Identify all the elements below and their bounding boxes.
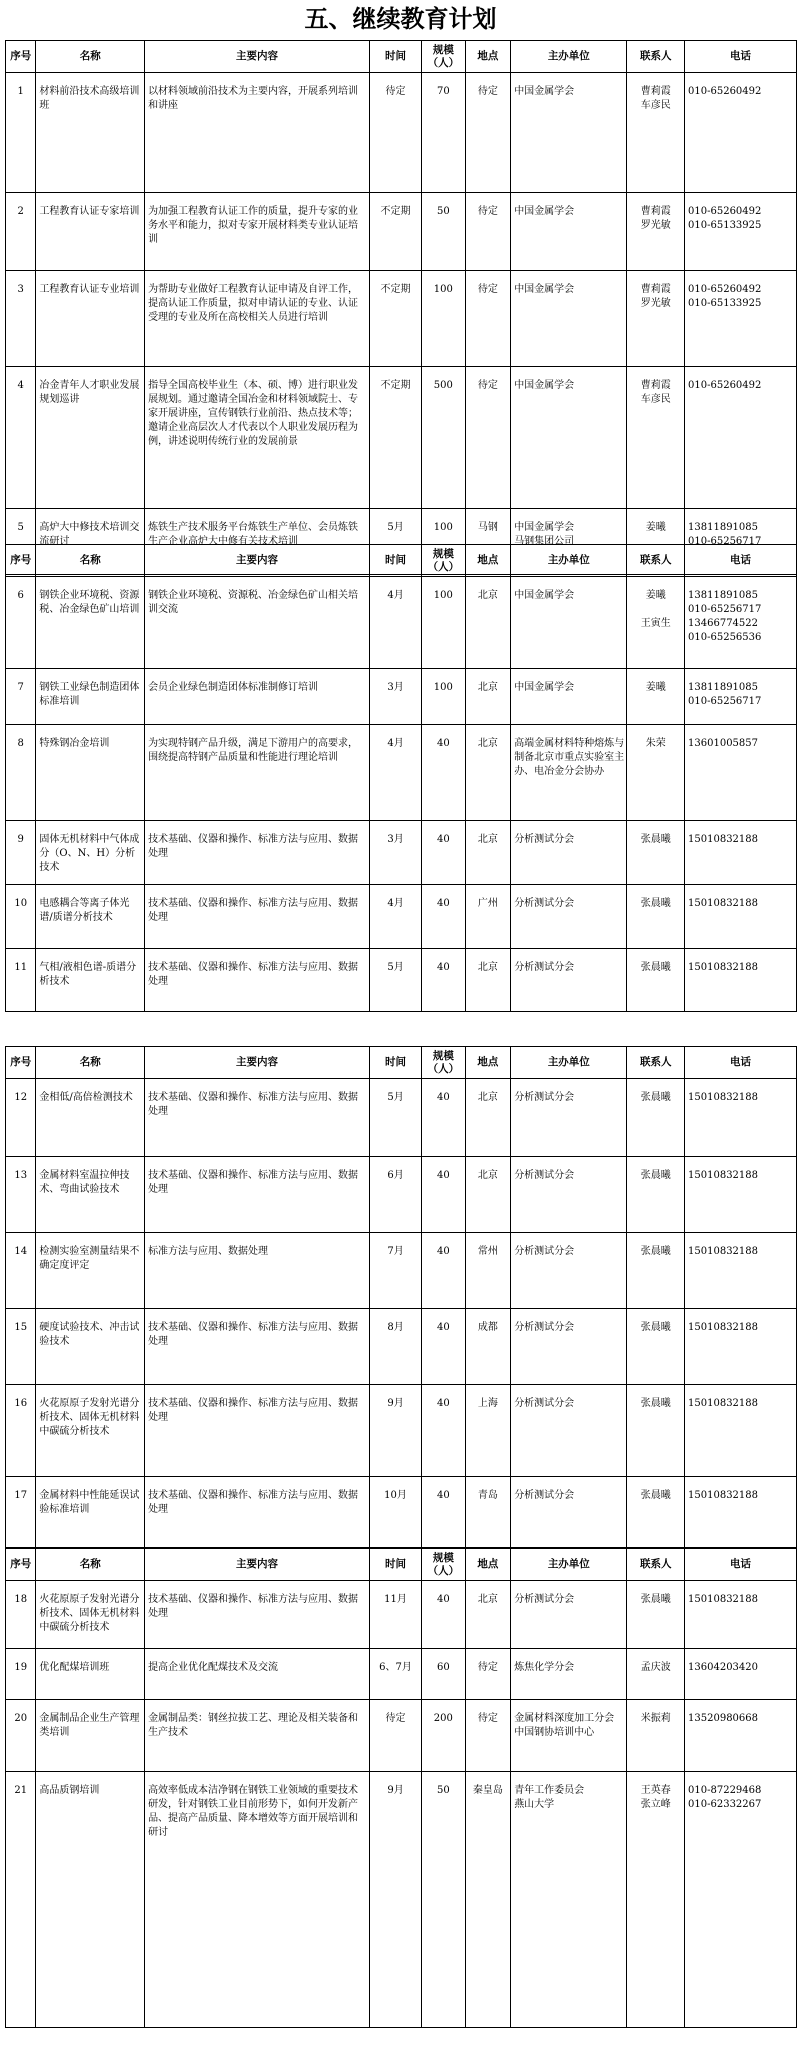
contact-person-cell: 张晨曦 bbox=[627, 1385, 685, 1477]
schedule-time-cell: 不定期 bbox=[369, 271, 421, 367]
location-cell: 待定 bbox=[465, 73, 511, 193]
course-name-cell: 特殊钢冶金培训 bbox=[36, 725, 145, 821]
scale-cell: 60 bbox=[422, 1649, 465, 1700]
phone-cell: 010-87229468 010-62332267 bbox=[685, 1772, 797, 2028]
contact-person-cell: 姜曦 bbox=[627, 669, 685, 725]
row-number-cell: 8 bbox=[6, 725, 36, 821]
phone-cell: 15010832188 bbox=[685, 1385, 797, 1477]
scale-cell: 500 bbox=[422, 367, 465, 509]
course-name-cell: 硬度试验技术、冲击试验技术 bbox=[36, 1309, 145, 1385]
course-name-cell: 优化配煤培训班 bbox=[36, 1649, 145, 1700]
table-row bbox=[6, 1772, 797, 2028]
scale-cell: 100 bbox=[422, 509, 465, 575]
organizer-cell: 中国金属学会 马钢集团公司 bbox=[511, 509, 627, 575]
scale-cell: 70 bbox=[422, 73, 465, 193]
phone-cell: 15010832188 bbox=[685, 1079, 797, 1157]
course-name-cell: 火花原原子发射光谱分析技术、固体无机材料中碳硫分析技术 bbox=[36, 1385, 145, 1477]
table-row bbox=[6, 271, 797, 367]
schedule-time-cell: 5月 bbox=[369, 1079, 421, 1157]
main-content-cell: 提高企业优化配煤技术及交流 bbox=[145, 1649, 370, 1700]
schedule-time-cell: 5月 bbox=[369, 509, 421, 575]
main-content-cell: 技术基础、仪器和操作、标准方法与应用、数据处理 bbox=[145, 949, 370, 1012]
schedule-time-cell: 待定 bbox=[369, 73, 421, 193]
column-header-organizer: 主办单位 bbox=[511, 1549, 627, 1581]
row-number-cell: 12 bbox=[6, 1079, 36, 1157]
row-number-cell: 5 bbox=[6, 509, 36, 575]
phone-cell: 13604203420 bbox=[685, 1649, 797, 1700]
main-content-cell: 技术基础、仪器和操作、标准方法与应用、数据处理 bbox=[145, 1079, 370, 1157]
organizer-cell: 分析测试分会 bbox=[511, 1309, 627, 1385]
table-row bbox=[6, 885, 797, 949]
main-content-cell: 技术基础、仪器和操作、标准方法与应用、数据处理 bbox=[145, 1157, 370, 1233]
main-content-cell: 为帮助专业做好工程教育认证申请及自评工作，提高认证工作质量，拟对申请认证的专业、认证受理的专业及所在高校相关人员进行培训 bbox=[145, 271, 370, 367]
main-content-cell: 标准方法与应用、数据处理 bbox=[145, 1233, 370, 1309]
phone-cell: 15010832188 bbox=[685, 1309, 797, 1385]
contact-person-cell: 张晨曦 bbox=[627, 1233, 685, 1309]
location-cell: 待定 bbox=[465, 271, 511, 367]
contact-person-cell: 孟庆波 bbox=[627, 1649, 685, 1700]
course-name-cell: 材料前沿技术高级培训班 bbox=[36, 73, 145, 193]
column-header-phone: 电话 bbox=[685, 545, 797, 577]
contact-person-cell: 姜曦 王寅生 bbox=[627, 577, 685, 669]
organizer-cell: 分析测试分会 bbox=[511, 949, 627, 1012]
column-header-organizer: 主办单位 bbox=[511, 1047, 627, 1079]
table-row bbox=[6, 725, 797, 821]
course-name-cell: 金属材料室温拉伸技术、弯曲试验技术 bbox=[36, 1157, 145, 1233]
location-cell: 常州 bbox=[465, 1233, 511, 1309]
contact-person-cell: 张晨曦 bbox=[627, 1309, 685, 1385]
column-header-main-content: 主要内容 bbox=[145, 41, 370, 73]
location-cell: 北京 bbox=[465, 949, 511, 1012]
contact-person-cell: 张晨曦 bbox=[627, 1477, 685, 1548]
main-content-cell: 技术基础、仪器和操作、标准方法与应用、数据处理 bbox=[145, 1477, 370, 1548]
organizer-cell: 分析测试分会 bbox=[511, 1581, 627, 1649]
phone-cell: 010-65260492 bbox=[685, 73, 797, 193]
contact-person-cell: 张晨曦 bbox=[627, 1581, 685, 1649]
schedule-time-cell: 6、7月 bbox=[369, 1649, 421, 1700]
scale-cell: 40 bbox=[422, 1385, 465, 1477]
contact-person-cell: 王英春 张立峰 bbox=[627, 1772, 685, 2028]
organizer-cell: 分析测试分会 bbox=[511, 1385, 627, 1477]
scale-cell: 40 bbox=[422, 885, 465, 949]
column-header-course-name: 名称 bbox=[36, 41, 145, 73]
main-content-cell: 会员企业绿色制造团体标准制修订培训 bbox=[145, 669, 370, 725]
main-content-cell: 钢铁企业环境税、资源税、冶金绿色矿山相关培训交流 bbox=[145, 577, 370, 669]
table-header-row bbox=[6, 1047, 797, 1079]
course-name-cell: 检测实验室测量结果不确定度评定 bbox=[36, 1233, 145, 1309]
row-number-cell: 18 bbox=[6, 1581, 36, 1649]
table-row bbox=[6, 73, 797, 193]
table-row bbox=[6, 1385, 797, 1477]
column-header-scale: 规模（人） bbox=[422, 41, 465, 73]
phone-cell: 15010832188 bbox=[685, 1233, 797, 1309]
contact-person-cell: 张晨曦 bbox=[627, 1157, 685, 1233]
table-row bbox=[6, 949, 797, 1012]
schedule-time-cell: 4月 bbox=[369, 885, 421, 949]
column-header-course-name: 名称 bbox=[36, 1047, 145, 1079]
phone-cell: 15010832188 bbox=[685, 949, 797, 1012]
contact-person-cell: 张晨曦 bbox=[627, 821, 685, 885]
organizer-cell: 分析测试分会 bbox=[511, 1477, 627, 1548]
column-header-contact-person: 联系人 bbox=[627, 1549, 685, 1581]
column-header-scale: 规模（人） bbox=[422, 1047, 465, 1079]
table-row bbox=[6, 1157, 797, 1233]
row-number-cell: 3 bbox=[6, 271, 36, 367]
column-header-row-number: 序号 bbox=[6, 545, 36, 577]
table-row bbox=[6, 1581, 797, 1649]
organizer-cell: 分析测试分会 bbox=[511, 1079, 627, 1157]
location-cell: 成都 bbox=[465, 1309, 511, 1385]
phone-cell: 15010832188 bbox=[685, 1581, 797, 1649]
contact-person-cell: 张晨曦 bbox=[627, 1079, 685, 1157]
contact-person-cell: 姜曦 bbox=[627, 509, 685, 575]
schedule-time-cell: 4月 bbox=[369, 577, 421, 669]
location-cell: 青岛 bbox=[465, 1477, 511, 1548]
scale-cell: 40 bbox=[422, 1079, 465, 1157]
organizer-cell: 中国金属学会 bbox=[511, 669, 627, 725]
location-cell: 北京 bbox=[465, 577, 511, 669]
schedule-time-cell: 5月 bbox=[369, 949, 421, 1012]
main-content-cell: 高效率低成本洁净钢在钢铁工业领域的重要技术研发，针对钢铁工业目前形势下，如何开发新产品、提高产品质量、降本增效等方面开展培训和研讨 bbox=[145, 1772, 370, 2028]
location-cell: 马钢 bbox=[465, 509, 511, 575]
column-header-schedule-time: 时间 bbox=[369, 1549, 421, 1581]
location-cell: 待定 bbox=[465, 1700, 511, 1772]
table-row bbox=[6, 669, 797, 725]
location-cell: 北京 bbox=[465, 1079, 511, 1157]
location-cell: 北京 bbox=[465, 725, 511, 821]
main-content-cell: 技术基础、仪器和操作、标准方法与应用、数据处理 bbox=[145, 821, 370, 885]
contact-person-cell: 米振莉 bbox=[627, 1700, 685, 1772]
page-title: 五、继续教育计划 bbox=[304, 4, 497, 33]
scale-cell: 100 bbox=[422, 577, 465, 669]
scale-cell: 40 bbox=[422, 949, 465, 1012]
schedule-time-cell: 不定期 bbox=[369, 367, 421, 509]
location-cell: 北京 bbox=[465, 821, 511, 885]
main-content-cell: 技术基础、仪器和操作、标准方法与应用、数据处理 bbox=[145, 885, 370, 949]
column-header-scale: 规模（人） bbox=[422, 1549, 465, 1581]
schedule-time-cell: 6月 bbox=[369, 1157, 421, 1233]
phone-cell: 13520980668 bbox=[685, 1700, 797, 1772]
column-header-row-number: 序号 bbox=[6, 41, 36, 73]
column-header-scale: 规模（人） bbox=[422, 545, 465, 577]
main-content-cell: 以材料领域前沿技术为主要内容，开展系列培训和讲座 bbox=[145, 73, 370, 193]
scale-cell: 40 bbox=[422, 725, 465, 821]
location-cell: 广州 bbox=[465, 885, 511, 949]
phone-cell: 010-65260492 bbox=[685, 367, 797, 509]
organizer-cell: 炼焦化学分会 bbox=[511, 1649, 627, 1700]
scale-cell: 50 bbox=[422, 193, 465, 271]
organizer-cell: 分析测试分会 bbox=[511, 1233, 627, 1309]
row-number-cell: 7 bbox=[6, 669, 36, 725]
table-header-row bbox=[6, 545, 797, 577]
scale-cell: 40 bbox=[422, 1477, 465, 1548]
main-content-cell: 技术基础、仪器和操作、标准方法与应用、数据处理 bbox=[145, 1581, 370, 1649]
main-content-cell: 金属制品类：钢丝拉拔工艺、理论及相关装备和生产技术 bbox=[145, 1700, 370, 1772]
main-content-cell: 炼铁生产技术服务平台炼铁生产单位、会员炼铁生产企业高炉大中修有关技术培训 bbox=[145, 509, 370, 575]
row-number-cell: 19 bbox=[6, 1649, 36, 1700]
scale-cell: 40 bbox=[422, 821, 465, 885]
course-name-cell: 金属制品企业生产管理类培训 bbox=[36, 1700, 145, 1772]
phone-cell: 15010832188 bbox=[685, 1157, 797, 1233]
course-name-cell: 金相低/高倍检测技术 bbox=[36, 1079, 145, 1157]
main-content-cell: 技术基础、仪器和操作、标准方法与应用、数据处理 bbox=[145, 1385, 370, 1477]
column-header-location: 地点 bbox=[465, 545, 511, 577]
phone-cell: 15010832188 bbox=[685, 1477, 797, 1548]
organizer-cell: 中国金属学会 bbox=[511, 193, 627, 271]
row-number-cell: 2 bbox=[6, 193, 36, 271]
scale-cell: 200 bbox=[422, 1700, 465, 1772]
schedule-time-cell: 7月 bbox=[369, 1233, 421, 1309]
course-name-cell: 工程教育认证专家培训 bbox=[36, 193, 145, 271]
column-header-location: 地点 bbox=[465, 1549, 511, 1581]
contact-person-cell: 张晨曦 bbox=[627, 885, 685, 949]
organizer-cell: 青年工作委员会 燕山大学 bbox=[511, 1772, 627, 2028]
row-number-cell: 11 bbox=[6, 949, 36, 1012]
organizer-cell: 中国金属学会 bbox=[511, 271, 627, 367]
plan-table-page-4 bbox=[5, 1548, 797, 2028]
phone-cell: 15010832188 bbox=[685, 821, 797, 885]
organizer-cell: 分析测试分会 bbox=[511, 1157, 627, 1233]
table-row bbox=[6, 1700, 797, 1772]
column-header-contact-person: 联系人 bbox=[627, 1047, 685, 1079]
column-header-organizer: 主办单位 bbox=[511, 545, 627, 577]
row-number-cell: 13 bbox=[6, 1157, 36, 1233]
course-name-cell: 气相/液相色谱-质谱分析技术 bbox=[36, 949, 145, 1012]
course-name-cell: 钢铁企业环境税、资源税、冶金绿色矿山培训 bbox=[36, 577, 145, 669]
column-header-course-name: 名称 bbox=[36, 545, 145, 577]
row-number-cell: 9 bbox=[6, 821, 36, 885]
phone-cell: 010-65260492 010-65133925 bbox=[685, 193, 797, 271]
plan-table-page-1 bbox=[5, 40, 797, 575]
contact-person-cell: 曹莉霞 罗光敏 bbox=[627, 271, 685, 367]
contact-person-cell: 朱荣 bbox=[627, 725, 685, 821]
phone-cell: 13811891085 010-65256717 bbox=[685, 509, 797, 575]
schedule-time-cell: 8月 bbox=[369, 1309, 421, 1385]
row-number-cell: 16 bbox=[6, 1385, 36, 1477]
location-cell: 待定 bbox=[465, 367, 511, 509]
column-header-row-number: 序号 bbox=[6, 1549, 36, 1581]
location-cell: 秦皇岛 bbox=[465, 1772, 511, 2028]
course-name-cell: 冶金青年人才职业发展规划巡讲 bbox=[36, 367, 145, 509]
scale-cell: 40 bbox=[422, 1233, 465, 1309]
course-name-cell: 电感耦合等离子体光谱/质谱分析技术 bbox=[36, 885, 145, 949]
organizer-cell: 中国金属学会 bbox=[511, 577, 627, 669]
main-content-cell: 指导全国高校毕业生（本、硕、博）进行职业发展规划。通过邀请全国冶金和材料领域院士、专家开展讲座，宣传钢铁行业前沿、热点技术等；邀请企业高层次人才代表以个人职业发展历程为例，讲述说明传统行业的发展前景 bbox=[145, 367, 370, 509]
column-header-main-content: 主要内容 bbox=[145, 1047, 370, 1079]
organizer-cell: 中国金属学会 bbox=[511, 367, 627, 509]
column-header-main-content: 主要内容 bbox=[145, 545, 370, 577]
table-row bbox=[6, 367, 797, 509]
phone-cell: 13811891085 010-65256717 13466774522 010-65256536 bbox=[685, 577, 797, 669]
course-name-cell: 工程教育认证专业培训 bbox=[36, 271, 145, 367]
scale-cell: 40 bbox=[422, 1157, 465, 1233]
scale-cell: 100 bbox=[422, 271, 465, 367]
column-header-contact-person: 联系人 bbox=[627, 41, 685, 73]
table-row bbox=[6, 577, 797, 669]
table-row bbox=[6, 1233, 797, 1309]
table-row bbox=[6, 193, 797, 271]
contact-person-cell: 曹莉霞 车彦民 bbox=[627, 367, 685, 509]
row-number-cell: 10 bbox=[6, 885, 36, 949]
contact-person-cell: 曹莉霞 罗光敏 bbox=[627, 193, 685, 271]
location-cell: 北京 bbox=[465, 1157, 511, 1233]
course-name-cell: 金属材料中性能延误试验标准培训 bbox=[36, 1477, 145, 1548]
column-header-course-name: 名称 bbox=[36, 1549, 145, 1581]
column-header-contact-person: 联系人 bbox=[627, 545, 685, 577]
organizer-cell: 分析测试分会 bbox=[511, 821, 627, 885]
schedule-time-cell: 不定期 bbox=[369, 193, 421, 271]
contact-person-cell: 曹莉霞 车彦民 bbox=[627, 73, 685, 193]
schedule-time-cell: 3月 bbox=[369, 669, 421, 725]
column-header-phone: 电话 bbox=[685, 1549, 797, 1581]
scale-cell: 40 bbox=[422, 1581, 465, 1649]
main-content-cell: 为加强工程教育认证工作的质量，提升专家的业务水平和能力，拟对专家开展材料类专业认证培训 bbox=[145, 193, 370, 271]
scale-cell: 100 bbox=[422, 669, 465, 725]
column-header-schedule-time: 时间 bbox=[369, 41, 421, 73]
plan-table-page-3 bbox=[5, 1046, 797, 1548]
schedule-time-cell: 待定 bbox=[369, 1700, 421, 1772]
table-row bbox=[6, 821, 797, 885]
row-number-cell: 1 bbox=[6, 73, 36, 193]
row-number-cell: 4 bbox=[6, 367, 36, 509]
column-header-row-number: 序号 bbox=[6, 1047, 36, 1079]
row-number-cell: 20 bbox=[6, 1700, 36, 1772]
column-header-phone: 电话 bbox=[685, 1047, 797, 1079]
schedule-time-cell: 9月 bbox=[369, 1385, 421, 1477]
location-cell: 待定 bbox=[465, 1649, 511, 1700]
column-header-schedule-time: 时间 bbox=[369, 1047, 421, 1079]
phone-cell: 13601005857 bbox=[685, 725, 797, 821]
location-cell: 待定 bbox=[465, 193, 511, 271]
location-cell: 北京 bbox=[465, 669, 511, 725]
contact-person-cell: 张晨曦 bbox=[627, 949, 685, 1012]
course-name-cell: 固体无机材料中气体成分（O、N、H）分析技术 bbox=[36, 821, 145, 885]
schedule-time-cell: 9月 bbox=[369, 1772, 421, 2028]
schedule-time-cell: 3月 bbox=[369, 821, 421, 885]
scale-cell: 50 bbox=[422, 1772, 465, 2028]
course-name-cell: 火花原原子发射光谱分析技术、固体无机材料中碳硫分析技术 bbox=[36, 1581, 145, 1649]
row-number-cell: 15 bbox=[6, 1309, 36, 1385]
table-header-row bbox=[6, 1549, 797, 1581]
main-content-cell: 技术基础、仪器和操作、标准方法与应用、数据处理 bbox=[145, 1309, 370, 1385]
scale-cell: 40 bbox=[422, 1309, 465, 1385]
course-name-cell: 高品质钢培训 bbox=[36, 1772, 145, 2028]
row-number-cell: 17 bbox=[6, 1477, 36, 1548]
row-number-cell: 21 bbox=[6, 1772, 36, 2028]
organizer-cell: 中国金属学会 bbox=[511, 73, 627, 193]
phone-cell: 13811891085 010-65256717 bbox=[685, 669, 797, 725]
column-header-organizer: 主办单位 bbox=[511, 41, 627, 73]
column-header-location: 地点 bbox=[465, 1047, 511, 1079]
schedule-time-cell: 11月 bbox=[369, 1581, 421, 1649]
main-content-cell: 为实现特钢产品升级，满足下游用户的高要求，围绕提高特钢产品质量和性能进行理论培训 bbox=[145, 725, 370, 821]
location-cell: 北京 bbox=[465, 1581, 511, 1649]
column-header-main-content: 主要内容 bbox=[145, 1549, 370, 1581]
table-row bbox=[6, 1309, 797, 1385]
column-header-location: 地点 bbox=[465, 41, 511, 73]
course-name-cell: 钢铁工业绿色制造团体标准培训 bbox=[36, 669, 145, 725]
phone-cell: 15010832188 bbox=[685, 885, 797, 949]
organizer-cell: 金属材料深度加工分会 中国钢协培训中心 bbox=[511, 1700, 627, 1772]
course-name-cell: 高炉大中修技术培训交流研讨 bbox=[36, 509, 145, 575]
organizer-cell: 高端金属材料特种熔炼与制备北京市重点实验室主办、电冶金分会协办 bbox=[511, 725, 627, 821]
column-header-schedule-time: 时间 bbox=[369, 545, 421, 577]
row-number-cell: 6 bbox=[6, 577, 36, 669]
schedule-time-cell: 4月 bbox=[369, 725, 421, 821]
table-header-row bbox=[6, 41, 797, 73]
location-cell: 上海 bbox=[465, 1385, 511, 1477]
plan-table-page-2 bbox=[5, 544, 797, 1012]
row-number-cell: 14 bbox=[6, 1233, 36, 1309]
schedule-time-cell: 10月 bbox=[369, 1477, 421, 1548]
table-row bbox=[6, 1079, 797, 1157]
table-row bbox=[6, 1477, 797, 1548]
organizer-cell: 分析测试分会 bbox=[511, 885, 627, 949]
table-row bbox=[6, 1649, 797, 1700]
column-header-phone: 电话 bbox=[685, 41, 797, 73]
phone-cell: 010-65260492 010-65133925 bbox=[685, 271, 797, 367]
